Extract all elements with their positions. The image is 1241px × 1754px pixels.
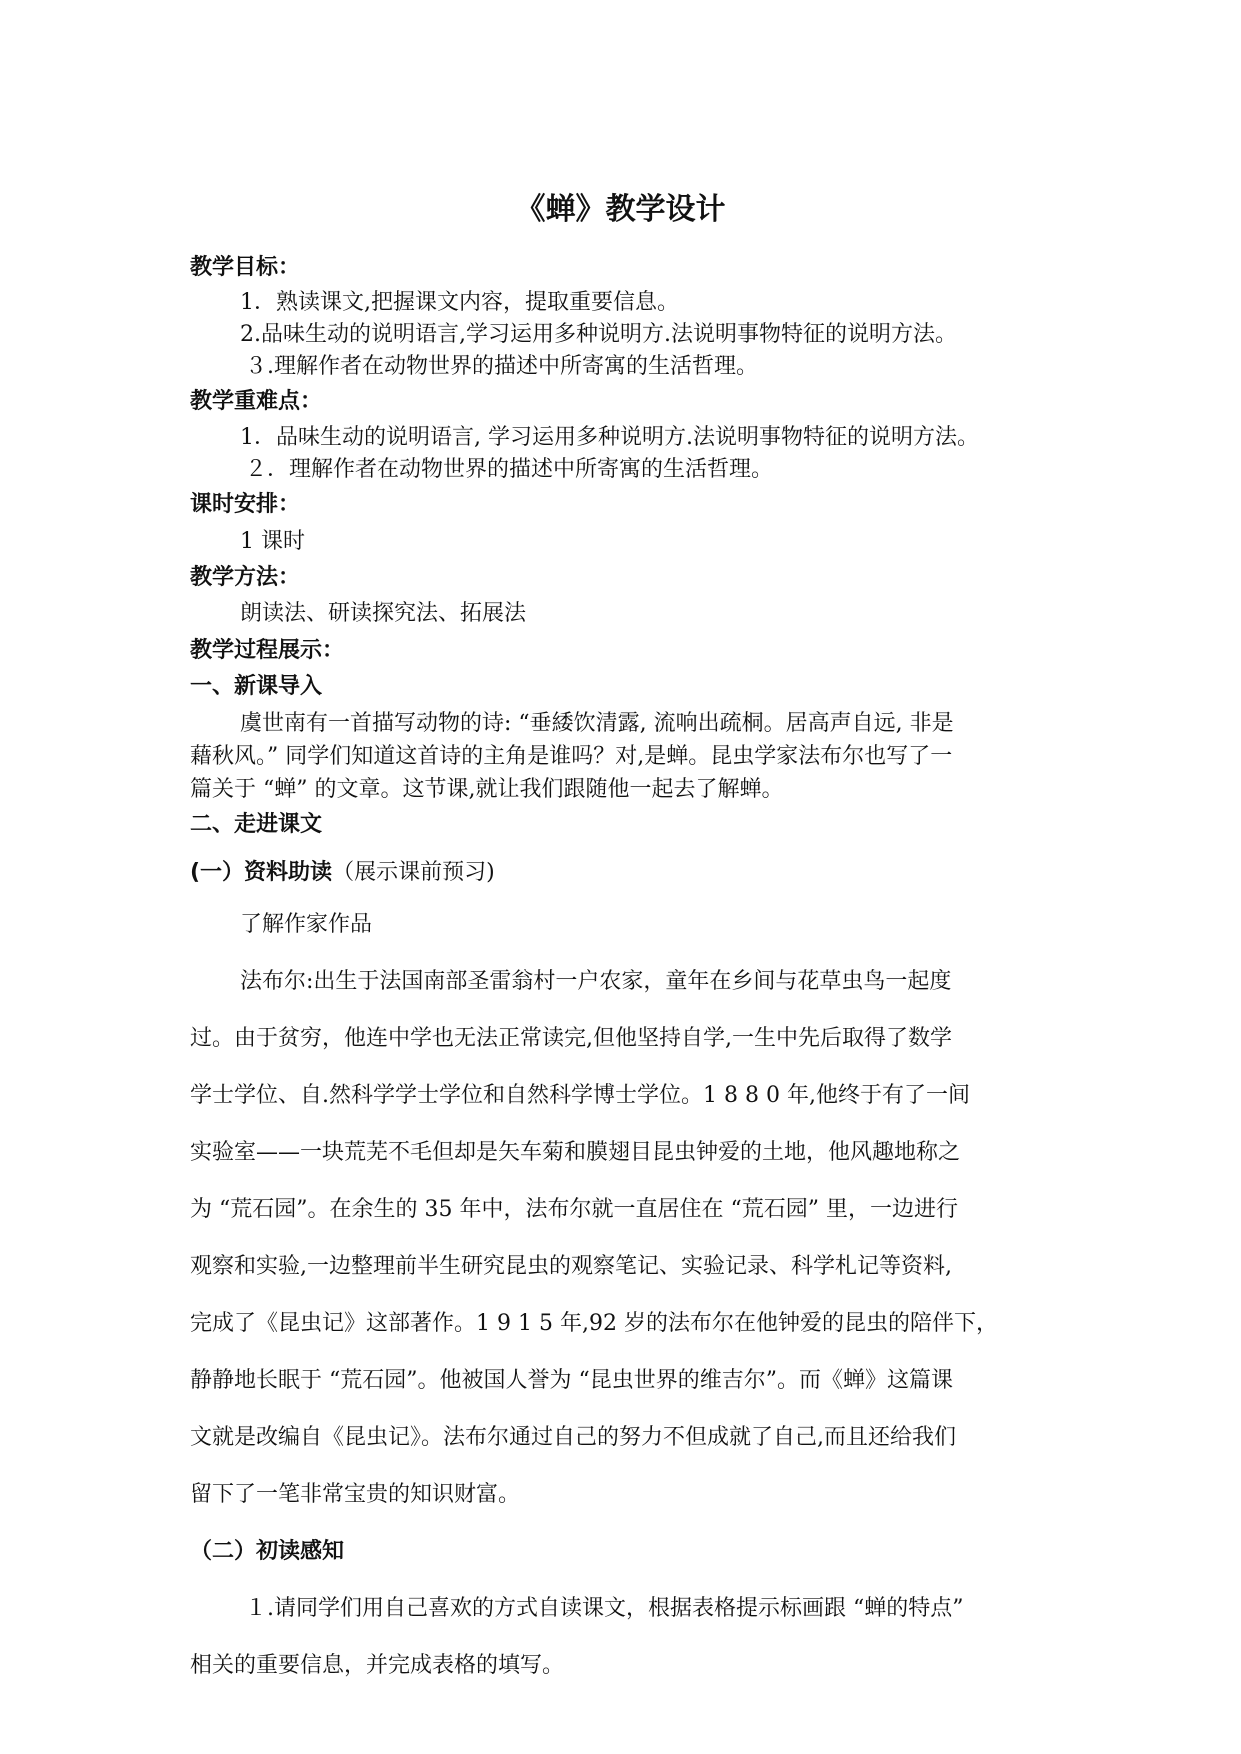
objective-item: 2.品味生动的说明语言,学习运用多种说明方.法说明事物特征的说明方法。: [240, 322, 957, 347]
objectives-heading: 教学目标：: [190, 255, 301, 280]
key-point-item: 1．品味生动的说明语言, 学习运用多种说明方.法说明事物特征的说明方法。: [240, 425, 979, 450]
sub1-heading-line: [190, 858, 1060, 888]
sub1-paragraph-line: 静静地长眠于 “荒石园”。他被国人誉为 “昆虫世界的维吉尔”。而《蝉》这篇课: [190, 1368, 953, 1393]
sub2-heading: （二）初读感知: [190, 1539, 345, 1564]
section1-line: 藉秋风。” 同学们知道这首诗的主角是谁吗？对,是蝉。昆虫学家法布尔也写了一: [190, 744, 953, 769]
sub2-line: １.请同学们用自己喜欢的方式自读课文，根据表格提示标画跟 “蝉的特点”: [245, 1596, 964, 1621]
sub1-paragraph-line: 完成了《昆虫记》这部著作。1 9 1 5 年,92 岁的法布尔在他钟爱的昆虫的陪伴下，: [190, 1311, 998, 1336]
sub1-heading: (一）资料助读: [190, 860, 333, 885]
process-heading: 教学过程展示：: [190, 638, 345, 663]
key-points-heading: 教学重难点：: [190, 389, 323, 414]
sub1-paragraph-line: 学士学位、自.然科学学士学位和自然科学博士学位。1 8 8 0 年,他终于有了一间: [190, 1083, 970, 1108]
methods-text: 朗读法、研读探究法、拓展法: [240, 601, 527, 626]
section1-line: 篇关于 “蝉” 的文章。这节课,就让我们跟随他一起去了解蝉。: [190, 777, 784, 802]
sub1-paragraph-line: 文就是改编自《昆虫记》。法布尔通过自己的努力不但成就了自己,而且还给我们: [190, 1425, 956, 1450]
sub1-intro: 了解作家作品: [240, 912, 373, 937]
document-title: 《蝉》教学设计: [515, 192, 726, 227]
section1-heading: 一、新课导入: [190, 674, 323, 699]
sub1-paragraph-line: 留下了一笔非常宝贵的知识财富。: [190, 1482, 521, 1507]
sub1-paragraph-line: 过。由于贫穷，他连中学也无法正常读完,但他坚持自学,一生中先后取得了数学: [190, 1026, 952, 1051]
sub1-paragraph-line: 观察和实验,一边整理前半生研究昆虫的观察笔记、实验记录、科学札记等资料,: [190, 1254, 952, 1279]
objective-item: ３.理解作者在动物世界的描述中所寄寓的生活哲理。: [245, 354, 758, 379]
schedule-heading: 课时安排：: [190, 492, 301, 517]
objective-item: 1．熟读课文,把握课文内容，提取重要信息。: [240, 290, 679, 315]
sub1-note: （展示课前预习): [332, 860, 495, 885]
sub2-line: 相关的重要信息，并完成表格的填写。: [190, 1653, 565, 1678]
section2-heading: 二、走进课文: [190, 812, 323, 837]
methods-heading: 教学方法：: [190, 565, 301, 590]
sub1-paragraph-line: 为 “荒石园”。在余生的 35 年中，法布尔就一直居住在 “荒石园” 里，一边进行: [190, 1197, 958, 1222]
sub1-paragraph-line: 法布尔:出生于法国南部圣雷翁村一户农家，童年在乡间与花草虫鸟一起度: [240, 969, 952, 994]
schedule-text: 1 课时: [240, 529, 305, 554]
section1-line: 虞世南有一首描写动物的诗: “垂緌饮清露, 流响出疏桐。居高声自远, 非是: [240, 711, 954, 736]
key-point-item: ２．理解作者在动物世界的描述中所寄寓的生活哲理。: [245, 457, 774, 482]
sub1-paragraph-line: 实验室——一块荒芜不毛但却是矢车菊和膜翅目昆虫钟爱的土地，他风趣地称之: [190, 1140, 961, 1165]
